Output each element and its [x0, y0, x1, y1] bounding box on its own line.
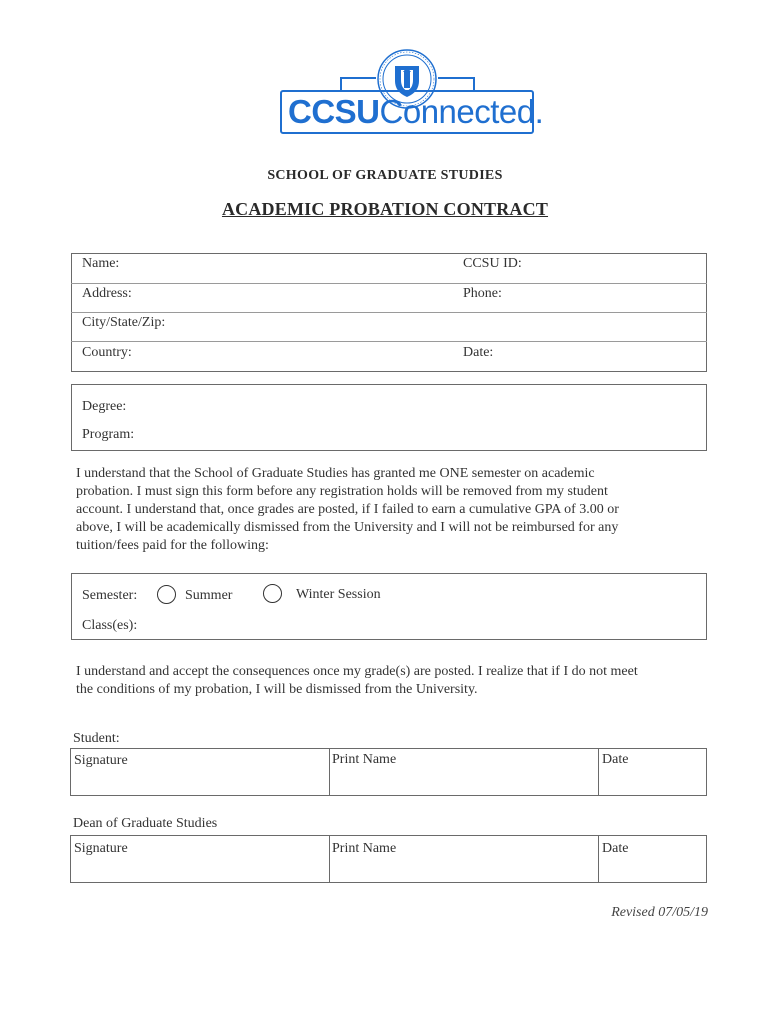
logo-bracket-right-tick [473, 77, 475, 91]
logo-bracket-left-tick [340, 77, 342, 91]
name-field[interactable]: Name: [82, 256, 120, 271]
program-field[interactable]: Program: [82, 427, 135, 442]
paragraph-line: above, I will be academically dismissed from the University and I will not be reimbursed for any [76, 520, 619, 535]
logo-bracket-right [438, 77, 474, 79]
page-title: ACADEMIC PROBATION CONTRACT [221, 199, 549, 219]
revision-date: Revised 07/05/19 [611, 905, 708, 920]
date-field[interactable]: Date: [463, 345, 494, 360]
winter-session-radio[interactable] [263, 584, 282, 603]
logo-brand-regular: Connected. [379, 93, 544, 130]
dean-print-name-field[interactable]: Print Name [332, 841, 397, 856]
column-divider [329, 748, 330, 796]
student-print-name-field[interactable]: Print Name [332, 752, 397, 767]
column-divider [329, 835, 330, 883]
city-state-zip-field[interactable]: City/State/Zip: [82, 315, 166, 330]
paragraph-line: tuition/fees paid for the following: [76, 538, 269, 553]
consequences-text [76, 663, 716, 699]
summer-option-label: Summer [185, 588, 233, 603]
column-divider [598, 748, 599, 796]
phone-field[interactable]: Phone: [463, 286, 502, 301]
column-divider [598, 835, 599, 883]
address-field[interactable]: Address: [82, 286, 132, 301]
ccsu-id-field[interactable]: CCSU ID: [463, 256, 522, 271]
summer-radio[interactable] [157, 585, 176, 604]
logo-brand-bold: CCSU [288, 93, 380, 130]
winter-session-option-label: Winter Session [296, 587, 381, 602]
dean-date-field[interactable]: Date [602, 841, 629, 856]
dean-heading: Dean of Graduate Studies [73, 816, 218, 831]
paragraph-line: account. I understand that, once grades are posted, if I failed to earn a cumulative GPA of 3.00 or [76, 502, 619, 517]
paragraph-line: I understand and accept the consequences once my grade(s) are posted. I realize that if I do not meet [76, 664, 638, 679]
school-name: SCHOOL OF GRADUATE STUDIES [267, 168, 503, 183]
paragraph-line: the conditions of my probation, I will be dismissed from the University. [76, 682, 478, 697]
paragraph-line: I understand that the School of Graduate Studies has granted me ONE semester on academic [76, 466, 595, 481]
logo-bracket-left [340, 77, 376, 79]
row-divider [71, 283, 707, 284]
program-info-box [71, 384, 707, 451]
student-heading: Student: [73, 731, 120, 746]
student-date-field[interactable]: Date [602, 752, 629, 767]
classes-field[interactable]: Class(es): [82, 618, 138, 633]
semester-label: Semester: [82, 588, 138, 603]
degree-field[interactable]: Degree: [82, 399, 127, 414]
semester-box [71, 573, 707, 640]
probation-agreement-text [76, 465, 696, 555]
student-signature-field[interactable]: Signature [74, 753, 128, 768]
row-divider [71, 341, 707, 342]
paragraph-line: probation. I must sign this form before any registration holds will be removed from my student [76, 484, 608, 499]
country-field[interactable]: Country: [82, 345, 132, 360]
ccsu-connected-logo [288, 94, 543, 130]
row-divider [71, 312, 707, 313]
dean-signature-field[interactable]: Signature [74, 841, 128, 856]
